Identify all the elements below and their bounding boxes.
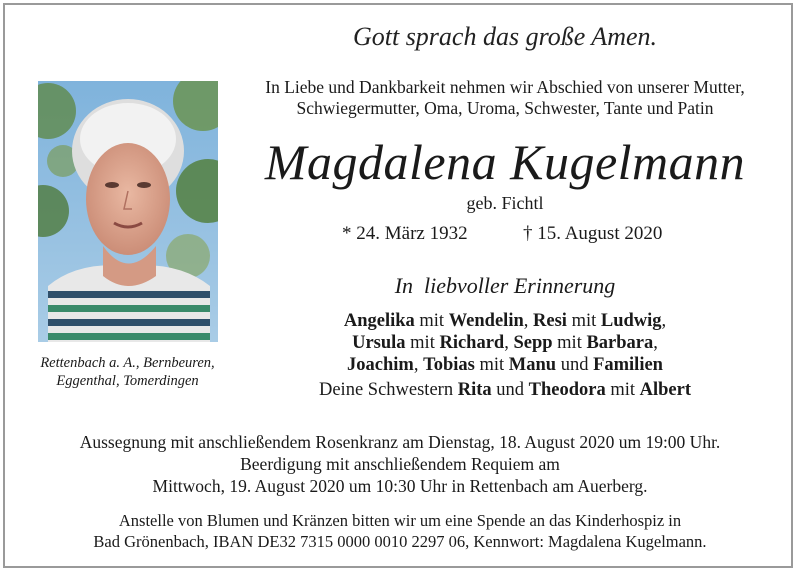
service-line-1: Aussegnung mit anschließendem Rosenkranz am Dienstag, 18. August 2020 um 19:00 Uhr. — [79, 432, 721, 452]
family-connector: , — [504, 333, 514, 353]
service-line-3: Mittwoch, 19. August 2020 um 10:30 Uhr in Rettenbach am Auerberg. — [152, 476, 648, 496]
places-line-1: Rettenbach a. A., Bernbeuren, — [40, 355, 215, 371]
donation-line-2: Bad Grönenbach, IBAN DE32 7315 0000 0010 2297 06, Kennwort: Magdalena Kugelmann. — [93, 532, 707, 551]
maiden-name: geb. Fichtl — [466, 193, 544, 213]
family-connector: Deine Schwestern — [318, 380, 458, 400]
memory-heading — [300, 273, 710, 299]
places-line-2: Eggenthal, Tomerdingen — [56, 373, 199, 389]
deceased-name: Magdalena Kugelmann — [264, 134, 746, 190]
family-connector: und — [556, 355, 594, 375]
family-connector: , — [523, 311, 534, 331]
family-name: Sepp — [513, 333, 553, 353]
family-connector: mit — [414, 311, 449, 331]
family-line-3 — [270, 354, 740, 376]
donation-line-1: Anstelle von Blumen und Kränzen bitten wir um eine Spende an das Kinderhospiz in — [118, 511, 682, 530]
service-info — [20, 431, 780, 497]
family-connector: , — [661, 311, 667, 331]
birth-date: * 24. März 1932 — [342, 223, 468, 244]
family-name: Angelika — [343, 311, 415, 331]
family-name: Ludwig — [600, 311, 662, 331]
family-name: Wendelin — [448, 311, 524, 331]
family-name: Joachim — [347, 355, 414, 375]
death-date: † 15. August 2020 — [523, 223, 663, 244]
family-list — [270, 310, 740, 376]
family-line-2 — [270, 332, 740, 354]
sisters-line — [270, 380, 740, 401]
family-name: Familien — [593, 355, 663, 375]
intro-line-2: Schwiegermutter, Oma, Uroma, Schwester, Tante und Patin — [296, 98, 714, 118]
family-line-1 — [270, 310, 740, 332]
family-connector: mit — [566, 311, 601, 331]
family-name: Barbara — [586, 333, 654, 353]
intro-text — [230, 77, 780, 119]
family-name: Ursula — [352, 333, 406, 353]
donation-info — [20, 510, 780, 552]
family-connector: mit — [474, 355, 509, 375]
family-connector: mit — [552, 333, 587, 353]
memory-heading-text: In liebvoller Erinnerung — [394, 273, 616, 298]
family-name: Tobias — [423, 355, 475, 375]
family-connector: mit — [405, 333, 440, 353]
family-name: Albert — [639, 380, 692, 400]
family-name: Rita — [457, 380, 492, 400]
family-connector: , — [653, 333, 658, 353]
portrait-illustration — [38, 81, 218, 342]
places-caption — [25, 354, 230, 390]
intro-line-1: In Liebe und Dankbarkeit nehmen wir Abschied von unserer Mutter, — [265, 77, 745, 97]
family-connector: und — [491, 380, 529, 400]
family-connector: mit — [605, 380, 640, 400]
portrait-photo — [38, 81, 218, 342]
motto: Gott sprach das große Amen. — [352, 22, 658, 51]
service-line-2: Beerdigung mit anschließendem Requiem am — [240, 454, 560, 474]
family-name: Theodora — [528, 380, 606, 400]
family-name: Manu — [508, 355, 557, 375]
family-connector: , — [413, 355, 424, 375]
family-name: Richard — [439, 333, 505, 353]
family-name: Resi — [533, 311, 567, 331]
